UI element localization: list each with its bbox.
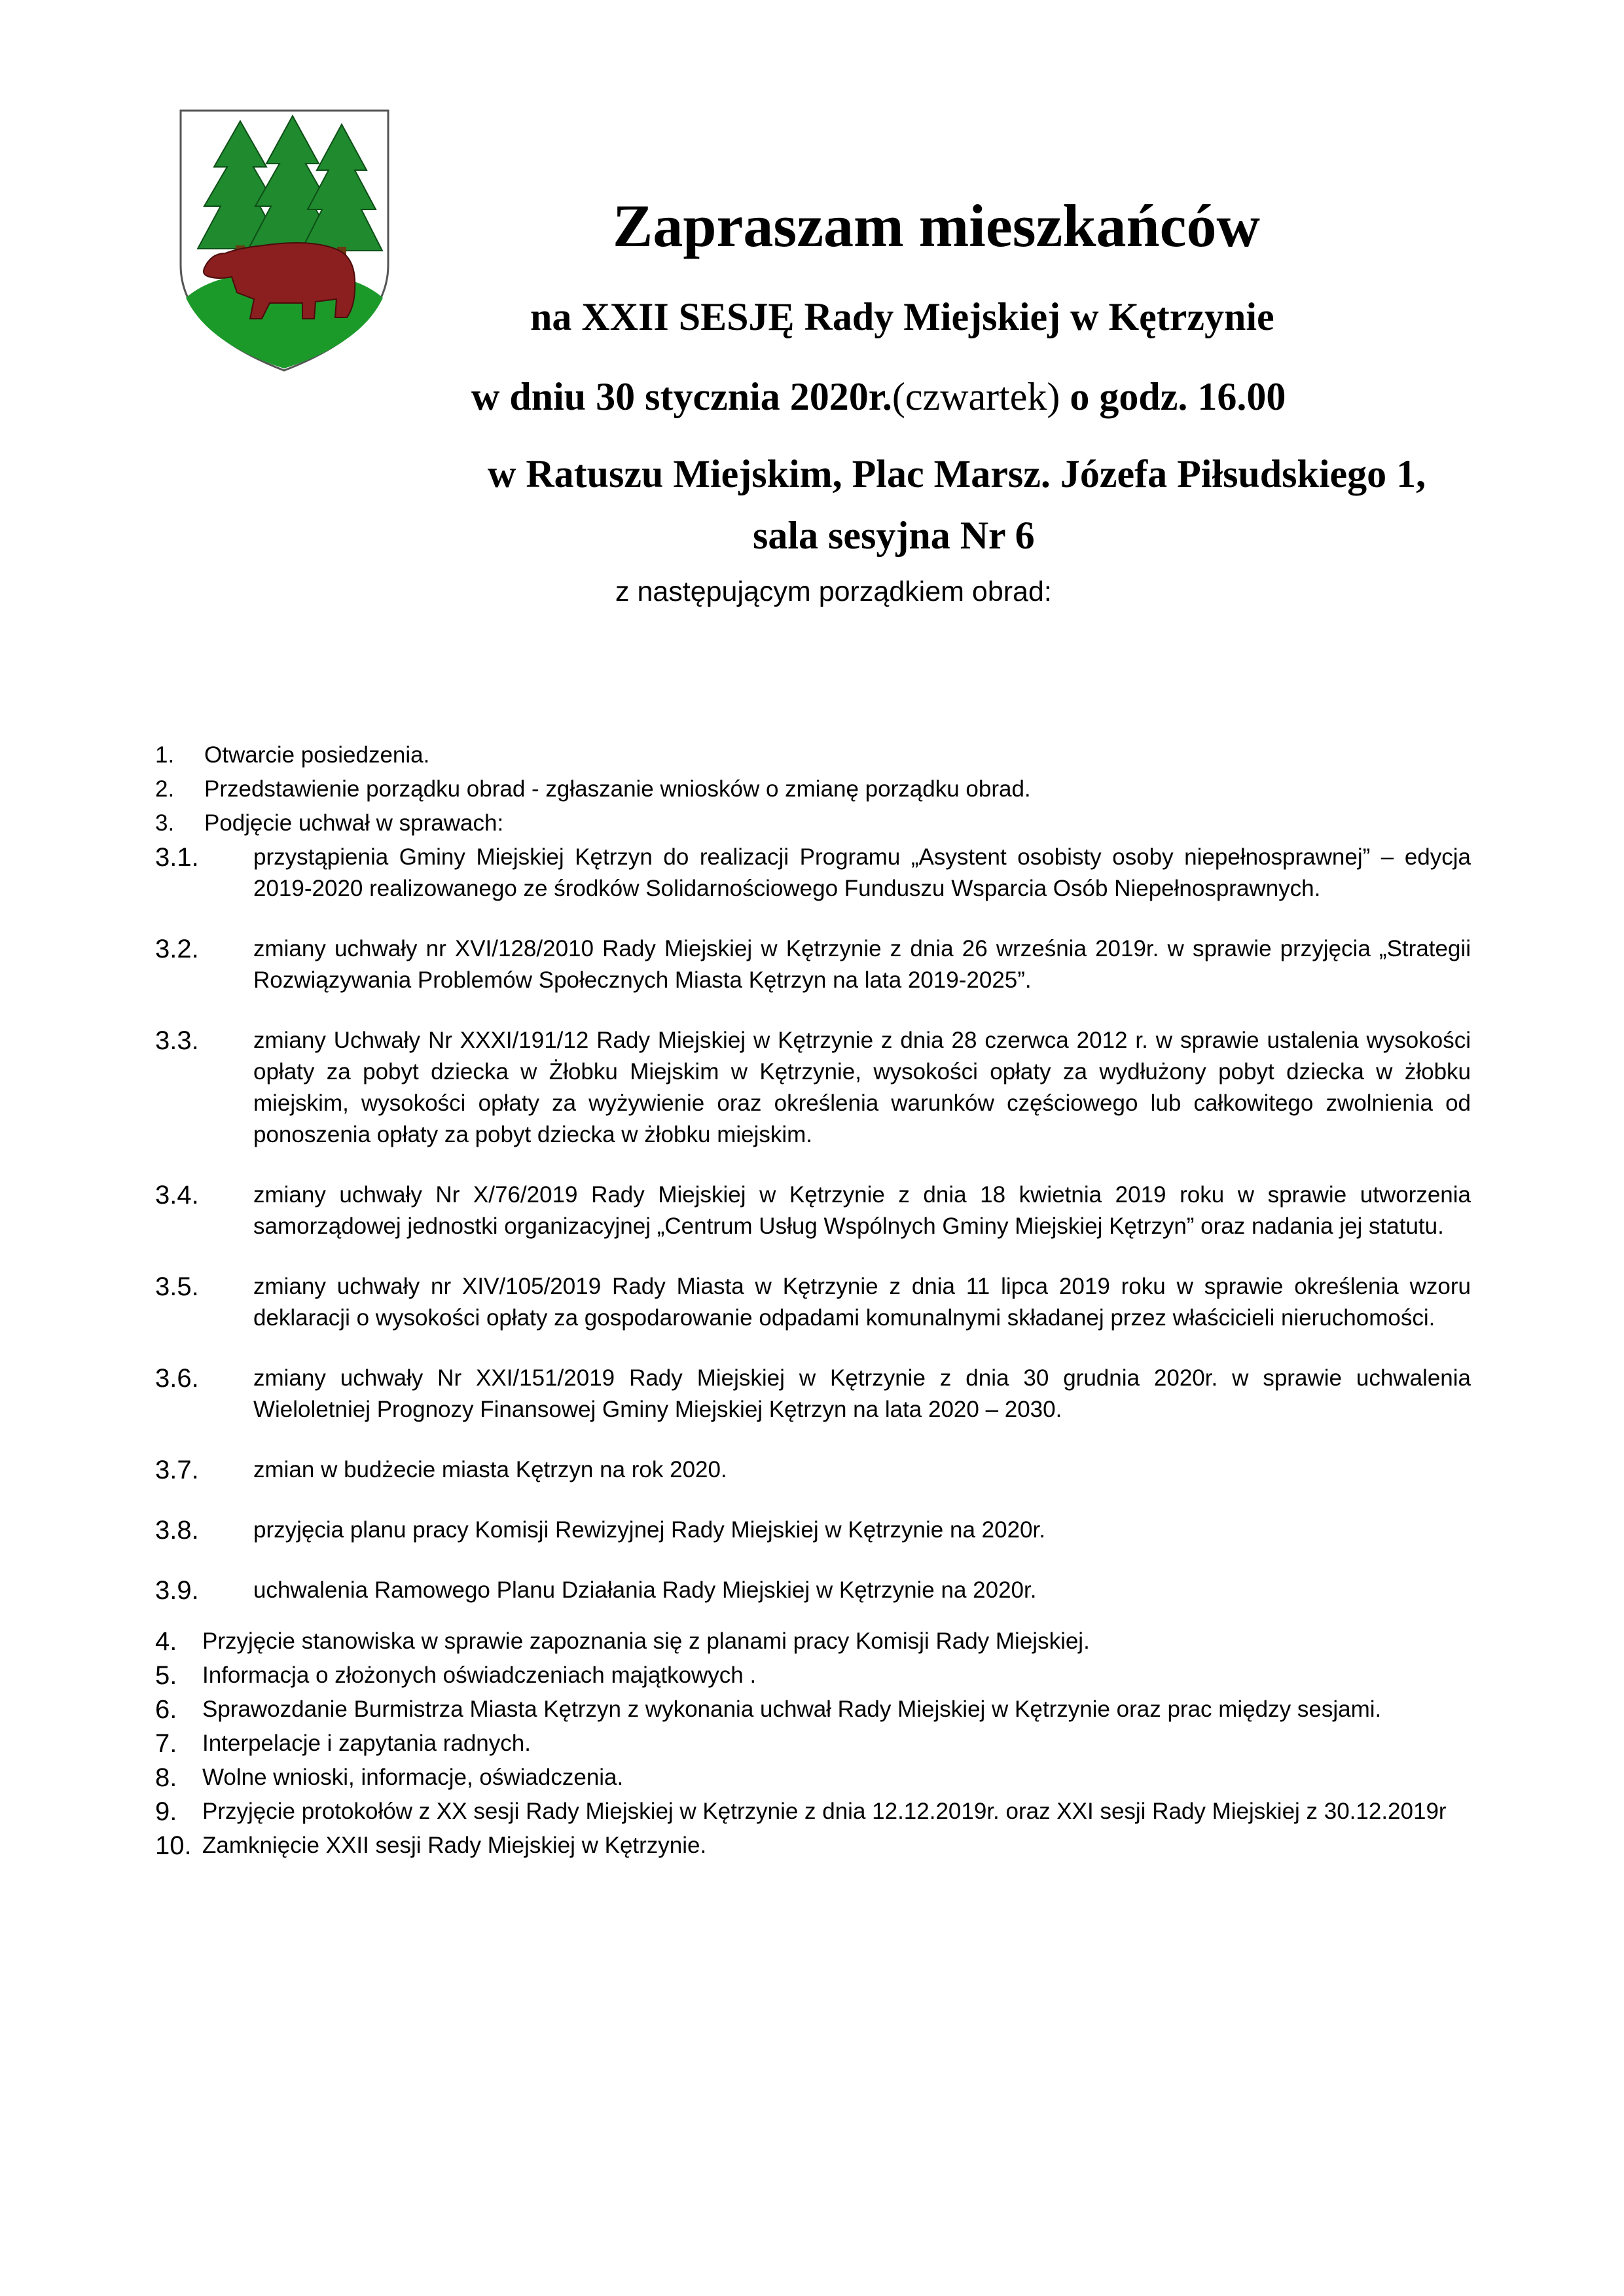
item-number: 10. [155, 1831, 192, 1860]
agenda-item [155, 1660, 1471, 1691]
subitem-text: zmiany uchwały nr XVI/128/2010 Rady Miejskiej w Kętrzynie z dnia 26 września 2019r. w sprawie przyjęcia „Strategii Rozwiązywania Problemów Społecznych Miasta Kętrzyn na lata 2019-2025”. [253, 936, 1471, 993]
item-text: Podjęcie uchwał w sprawach: [204, 810, 504, 836]
agenda-subitem [155, 1179, 1471, 1242]
agenda-item [155, 1830, 1471, 1861]
item-text: Wolne wnioski, informacje, oświadczenia. [202, 1765, 624, 1790]
item-text: Przedstawienie porządku obrad - zgłaszanie wniosków o zmianę porządku obrad. [204, 776, 1031, 802]
item-text: Sprawozdanie Burmistrza Miasta Kętrzyn z wykonania uchwał Rady Miejskiej w Kętrzynie oraz prac między sesjami. [202, 1696, 1382, 1722]
item-text: Interpelacje i zapytania radnych. [202, 1731, 531, 1756]
item-text: Przyjęcie protokołów z XX sesji Rady Miejskiej w Kętrzynie z dnia 12.12.2019r. oraz XXI sesji Rady Miejskiej z 30.12.2019r [202, 1799, 1447, 1824]
agenda-item [155, 1694, 1471, 1725]
page-title: Zapraszam mieszkańców [613, 192, 1260, 259]
agenda-subitem [155, 1271, 1471, 1334]
subitem-number: 3.1. [155, 843, 199, 872]
item-text: Informacja o złożonych oświadczeniach majątkowych . [202, 1662, 757, 1688]
date-line [471, 373, 1286, 420]
agenda-subitem [155, 1363, 1471, 1426]
subitem-number: 3.5. [155, 1272, 199, 1301]
item-number: 4. [155, 1627, 177, 1656]
item-number: 7. [155, 1729, 177, 1758]
room-line: sala sesyjna Nr 6 [753, 514, 1035, 557]
item-text: Zamknięcie XXII sesji Rady Miejskiej w Kętrzynie. [202, 1833, 707, 1858]
subitem-number: 3.4. [155, 1181, 199, 1210]
agenda-item [155, 808, 1471, 839]
item-text: Otwarcie posiedzenia. [204, 742, 430, 768]
agenda-item [155, 1728, 1471, 1759]
item-number: 2. [155, 776, 175, 802]
item-number: 9. [155, 1797, 177, 1826]
agenda-subitem [155, 1515, 1471, 1546]
subitem-text: uchwalenia Ramowego Planu Działania Rady Miejskiej w Kętrzynie na 2020r. [253, 1577, 1037, 1603]
subitem-text: zmiany uchwały Nr XXI/151/2019 Rady Miejskiej w Kętrzynie z dnia 30 grudnia 2020r. w sprawie uchwalenia Wieloletniej Prognozy Finansowej Gminy Miejskiej Kętrzyn na lata 2020 – 2030. [253, 1365, 1471, 1422]
venue-line: w Ratuszu Miejskim, Plac Marsz. Józefa Piłsudskiego 1, [488, 452, 1426, 495]
agenda-subitem [155, 1025, 1471, 1151]
subitem-text: przyjęcia planu pracy Komisji Rewizyjnej Rady Miejskiej w Kętrzynie na 2020r. [253, 1517, 1045, 1543]
agenda-item [155, 774, 1471, 805]
subitem-text: zmiany Uchwały Nr XXXI/191/12 Rady Miejskiej w Kętrzynie z dnia 28 czerwca 2012 r. w sprawie ustalenia wysokości opłaty za pobyt dziecka w Żłobku Miejskim w Kętrzynie, wysokości opłaty za wydłużony pobyt dziecka w żłobku miejskim, wysokości opłaty za wyżywienie oraz określenia warunków częściowego lub całkowitego zwolnienia od ponoszenia opłaty za pobyt dziecka w żłobku miejskim. [253, 1028, 1471, 1147]
item-number: 6. [155, 1695, 177, 1724]
item-number: 5. [155, 1661, 177, 1690]
agenda-subitem [155, 842, 1471, 905]
subitem-text: zmian w budżecie miasta Kętrzyn na rok 2020. [253, 1457, 727, 1482]
subitem-number: 3.6. [155, 1364, 199, 1393]
agenda-item [155, 1626, 1471, 1657]
subitem-text: przystąpienia Gminy Miejskiej Kętrzyn do realizacji Programu „Asystent osobisty osoby niepełnosprawnej” – edycja 2019-2020 realizowanego ze środków Solidarnościowego Funduszu Wsparcia Osób Niepełnosprawnych. [253, 844, 1471, 901]
item-number: 8. [155, 1763, 177, 1792]
time-text: o godz. 16.00 [1060, 375, 1286, 418]
subitem-number: 3.3. [155, 1026, 199, 1055]
item-text: Przyjęcie stanowiska w sprawie zapoznania się z planami pracy Komisji Rady Miejskiej. [202, 1628, 1090, 1654]
agenda-list [155, 740, 1471, 1861]
item-number: 3. [155, 810, 175, 836]
date-text: w dniu 30 stycznia 2020r. [471, 375, 892, 418]
subitem-text: zmiany uchwały nr XIV/105/2019 Rady Miasta w Kętrzynie z dnia 11 lipca 2019 roku w sprawie określenia wzoru deklaracji o wysokości opłaty za gospodarowanie odpadami komunalnymi składanej przez właścicieli nieruchomości. [253, 1274, 1471, 1331]
agenda-intro: z następującym porządkiem obrad: [615, 576, 1052, 607]
subitem-number: 3.9. [155, 1576, 199, 1605]
agenda-subitem [155, 1454, 1471, 1486]
agenda-item [155, 1796, 1471, 1827]
subitem-number: 3.2. [155, 935, 199, 963]
subitem-number: 3.7. [155, 1456, 199, 1484]
item-number: 1. [155, 742, 175, 768]
session-line: na XXII SESJĘ Rady Miejskiej w Kętrzynie [530, 295, 1274, 338]
weekday-text: (czwartek) [892, 375, 1060, 418]
agenda-subitem [155, 1575, 1471, 1606]
subitem-number: 3.8. [155, 1516, 199, 1545]
agenda-item [155, 740, 1471, 771]
subitem-text: zmiany uchwały Nr X/76/2019 Rady Miejskiej w Kętrzynie z dnia 18 kwietnia 2019 roku w sprawie utworzenia samorządowej jednostki organizacyjnej „Centrum Usług Wspólnych Gminy Miejskiej Kętrzyn” oraz nadania jej statutu. [253, 1182, 1471, 1239]
agenda-subitem [155, 933, 1471, 996]
agenda-item [155, 1762, 1471, 1793]
